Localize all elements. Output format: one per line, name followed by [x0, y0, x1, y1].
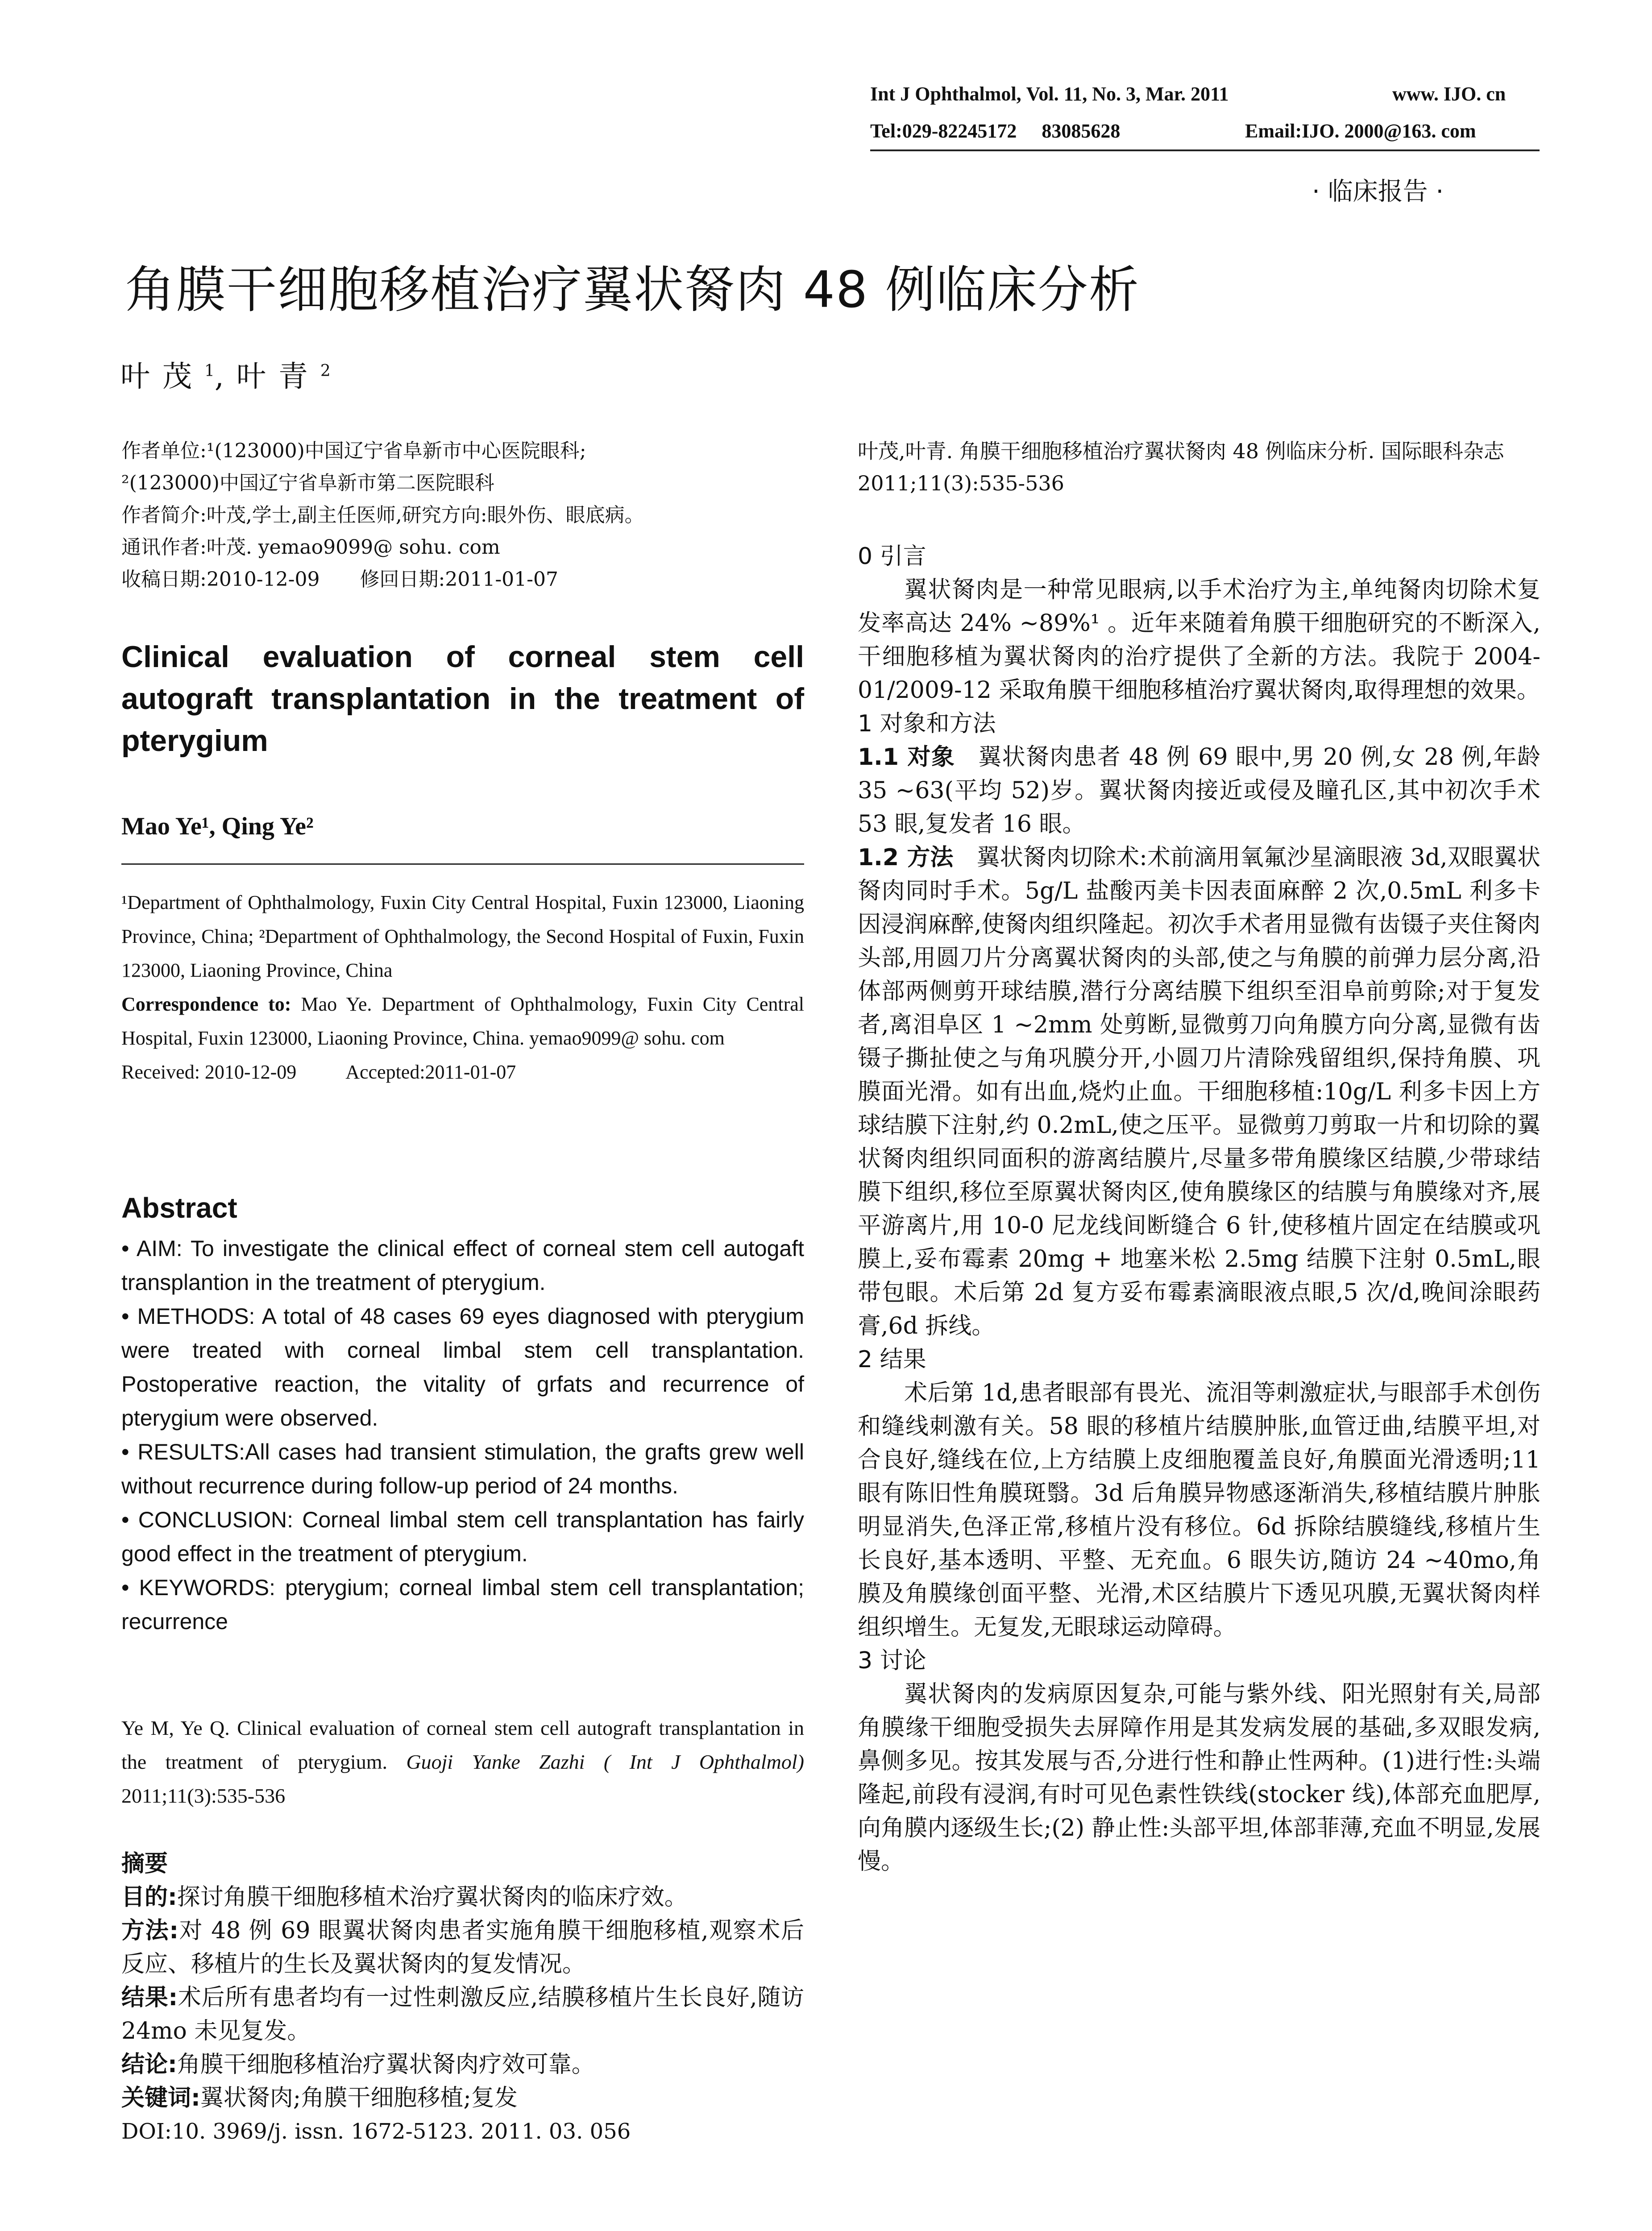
- author-rule: [121, 863, 804, 865]
- volume: Vol. 11: [1026, 83, 1083, 105]
- author-2: 叶青: [236, 359, 320, 394]
- chinese-keywords-text: 翼状胬肉;角膜干细胞移植;复发: [200, 2085, 518, 2111]
- english-correspondence: [121, 987, 804, 1055]
- author-info: [121, 435, 804, 596]
- issue-date: Mar. 2011: [1145, 83, 1229, 105]
- abstract-methods: • METHODS: A total of 48 cases 69 eyes diagnosed with pterygium were treated with corneal limbal stem cell transplantation. Postoperative reaction, the vitality of grfats and recurrence of pterygium were observed.: [121, 1304, 804, 1431]
- email: Email:IJO. 2000@163. com: [1245, 120, 1476, 142]
- author-unit-1: 作者单位:¹(123000)中国辽宁省阜新市中心医院眼科;: [121, 440, 586, 462]
- abstract-results: • RESULTS:All cases had transient stimulation, the grafts grew well without recurrence during follow-up period of 24 months.: [121, 1439, 804, 1498]
- section-methods: 1 对象和方法: [858, 710, 996, 737]
- chinese-methods: [121, 1914, 804, 1981]
- abstract-aim: • AIM: To investigate the clinical effect of corneal stem cell autogaft transplantion in the treatment of pterygium.: [121, 1236, 804, 1295]
- chinese-abstract: [121, 1847, 804, 2148]
- chinese-results-label: 结果:: [121, 1984, 178, 2011]
- english-abstract: [121, 1232, 804, 1638]
- abstract-conclusion: • CONCLUSION: Corneal limbal stem cell transplantation has fairly good effect in the treatment of pterygium.: [121, 1507, 804, 1566]
- subsection-procedure: 1.2 方法: [858, 844, 954, 871]
- english-citation: [121, 1711, 804, 1813]
- author-1: 叶茂: [120, 359, 204, 394]
- telephone-2: 83085628: [1042, 120, 1121, 142]
- author-1-affil: 1: [204, 362, 215, 380]
- author-unit-2: ²(123000)中国辽宁省阜新市第二医院眼科: [121, 472, 494, 494]
- paragraph-results: 术后第 1d,患者眼部有畏光、流泪等刺激症状,与眼部手术创伤和缝线刺激有关。58 眼的移植片结膜肿胀,血管迂曲,结膜平坦,对合良好,缝线在位,上方结膜上皮细胞覆盖良好,角膜面光滑透明;11 眼有陈旧性角膜斑翳。3d 后角膜异物感逐渐消失,移植结膜片肿胀明显消失,色泽正常,移植片没有移位。6d 拆除结膜缝线,移植片生长良好,基本透明、平整、无充血。6 眼失访,随访 24 ~40mo,角膜及角膜缘创面平整、光滑,术区结膜片下透见巩膜,无翼状胬肉样组织增生。无复发,无眼球运动障碍。: [858, 1380, 1540, 1641]
- chinese-aim-label: 目的:: [121, 1884, 177, 1911]
- telephone: Tel:029-82245172: [870, 120, 1017, 142]
- issue: No. 3: [1092, 83, 1136, 105]
- author-separator: ,: [214, 359, 237, 394]
- chinese-conclusion-label: 结论:: [121, 2051, 177, 2078]
- citation-suffix: 2011;11(3):535-536: [121, 1784, 286, 1807]
- paragraph-subjects: [858, 741, 1540, 841]
- received-date: 收稿日期:2010-12-09: [121, 568, 320, 591]
- chinese-results: [121, 1981, 804, 2048]
- chinese-methods-label: 方法:: [121, 1917, 178, 1944]
- chinese-citation: 叶茂,叶青. 角膜干细胞移植治疗翼状胬肉 48 例临床分析. 国际眼科杂志 2011;11(3):535-536: [858, 439, 1504, 495]
- running-header: Int J Ophthalmol, Vol. 11, No. 3, Mar. 2011 www. IJO. cn: [870, 83, 1506, 105]
- chinese-aim: [121, 1881, 804, 1914]
- english-affiliation-block: [121, 886, 804, 1089]
- author-bio: 作者简介:叶茂,学士,副主任医师,研究方向:眼外伤、眼底病。: [121, 504, 644, 527]
- chinese-keywords-label: 关键词:: [121, 2085, 200, 2111]
- section-label: · 临床报告 ·: [1312, 177, 1444, 206]
- chinese-methods-text: 对 48 例 69 眼翼状胬肉患者实施角膜干细胞移植,观察术后反应、移植片的生长及翼状胬肉的复发情况。: [121, 1917, 804, 1978]
- paragraph-discussion: 翼状胬肉的发病原因复杂,可能与紫外线、阳光照射有关,局部角膜缘干细胞受损失去屏障作用是其发病发展的基础,多双眼发病,鼻侧多见。按其发展与否,分进行性和静止性两种。(1)进行性:头端隆起,前段有浸润,有时可见色素性铁线(stocker 线),体部充血肥厚,向角膜内逐级生长;(2) 静止性:头部平坦,体部菲薄,充血不明显,发展慢。: [858, 1681, 1540, 1875]
- corresponding-author: 通讯作者:叶茂. yemao9099@ sohu. com: [121, 536, 500, 559]
- abstract-heading: Abstract: [121, 1192, 237, 1224]
- header-rule: [870, 149, 1540, 151]
- correspondence-text: Mao Ye. Department of Ophthalmology, Fuxin City Central Hospital, Fuxin 123000, Liaoning Province, China. yemao9099@ sohu. com: [121, 993, 805, 1049]
- section-results: 2 结果: [858, 1346, 926, 1373]
- paragraph-procedure: [858, 841, 1540, 1343]
- chinese-abstract-heading: 摘要: [121, 1850, 168, 1877]
- article-body: [858, 540, 1540, 1879]
- abstract-keywords: • KEYWORDS: pterygium; corneal limbal stem cell transplantation; recurrence: [121, 1575, 804, 1634]
- chinese-conclusion: [121, 2048, 804, 2082]
- section-discussion: 3 讨论: [858, 1647, 926, 1674]
- author-2-affil: 2: [320, 362, 331, 380]
- revised-date: 修回日期:2011-01-07: [360, 568, 559, 591]
- section-introduction: 0 引言: [858, 543, 926, 570]
- subsection-subjects: 1.1 对象: [858, 744, 955, 771]
- doi: DOI:10. 3969/j. issn. 1672-5123. 2011. 03. 056: [121, 2119, 631, 2144]
- journal-website: www. IJO. cn: [1392, 83, 1506, 105]
- correspondence-label: Correspondence to:: [121, 993, 291, 1015]
- paragraph-introduction: 翼状胬肉是一种常见眼病,以手术治疗为主,单纯胬肉切除术复发率高达 24% ~89%¹ 。近年来随着角膜干细胞研究的不断深入,干细胞移植为翼状胬肉的治疗提供了全新的方法。我院于 2004-01/2009-12 采取角膜干细胞移植治疗翼状胬肉,取得理想的效果。: [858, 576, 1540, 704]
- english-accepted: Accepted:2011-01-07: [345, 1061, 516, 1083]
- article-title: 角膜干细胞移植治疗翼状胬肉 48 例临床分析: [125, 261, 1140, 319]
- contact-header: [870, 120, 1540, 142]
- english-authors: Mao Ye¹, Qing Ye²: [121, 813, 314, 840]
- english-affiliation: ¹Department of Ophthalmology, Fuxin City Central Hospital, Fuxin 123000, Liaoning Province, China; ²Department of Ophthalmology, the Second Hospital of Fuxin, Fuxin 123000, Liaoning Province, China: [121, 892, 804, 981]
- chinese-conclusion-text: 角膜干细胞移植治疗翼状胬肉疗效可靠。: [177, 2051, 595, 2078]
- english-received: Received: 2010-12-09: [121, 1061, 297, 1083]
- procedure-text: 翼状胬肉切除术:术前滴用氧氟沙星滴眼液 3d,双眼翼状胬肉同时手术。5g/L 盐酸丙美卡因表面麻醉 2 次,0.5mL 利多卡因浸润麻醉,使胬肉组织隆起。初次手术者用显微有齿镊子夹住胬肉头部,用圆刀片分离翼状胬肉的头部,使之与角膜的前弹力层分离,沿体部两侧剪开球结膜,潜行分离结膜下组织至泪阜前剪除;对于复发者,离泪阜区 1 ~2mm 处剪断,显微剪刀向角膜方向分离,显微有齿镊子撕扯使之与角巩膜分开,小圆刀片清除残留组织,保持角膜、巩膜面光滑。如有出血,烧灼止血。干细胞移植:10g/L 利多卡因上方球结膜下注射,约 0.2mL,使之压平。显微剪刀剪取一片和切除的翼状胬肉组织同面积的游离结膜片,尽量多带角膜缘区结膜,少带球结膜下组织,移位至原翼状胬肉区,使角膜缘区的结膜与角膜缘对齐,展平游离片,用 10-0 尼龙线间断缝合 6 针,使移植片固定在结膜或巩膜上,妥布霉素 20mg + 地塞米松 2.5mg 结膜下注射 0.5mL,眼带包眼。术后第 2d 复方妥布霉素滴眼液点眼,5 次/d,晚间涂眼药膏,6d 拆线。: [858, 844, 1540, 1339]
- author-line: [120, 352, 331, 395]
- chinese-results-text: 术后所有患者均有一过性刺激反应,结膜移植片生长良好,随访 24mo 未见复发。: [121, 1984, 804, 2044]
- chinese-keywords: [121, 2082, 804, 2115]
- dates-line: [121, 564, 804, 596]
- english-dates: [121, 1055, 804, 1089]
- subjects-text: 翼状胬肉患者 48 例 69 眼中,男 20 例,女 28 例,年龄 35 ~63(平均 52)岁。翼状胬肉接近或侵及瞳孔区,其中初次手术 53 眼,复发者 16 眼。: [858, 744, 1540, 838]
- chinese-aim-text: 探讨角膜干细胞移植术治疗翼状胬肉的临床疗效。: [177, 1884, 688, 1911]
- citation-journal: Guoji Yanke Zazhi ( Int J Ophthalmol): [406, 1750, 804, 1773]
- english-title: Clinical evaluation of corneal stem cell autograft transplantation in the treatment of pterygium: [121, 640, 804, 758]
- journal-name: Int J Ophthalmol: [870, 83, 1017, 105]
- citation-prefix: Ye M, Ye Q. Clinical evaluation of corneal stem cell autograft transplantation in the treatment of pterygium.: [121, 1717, 804, 1773]
